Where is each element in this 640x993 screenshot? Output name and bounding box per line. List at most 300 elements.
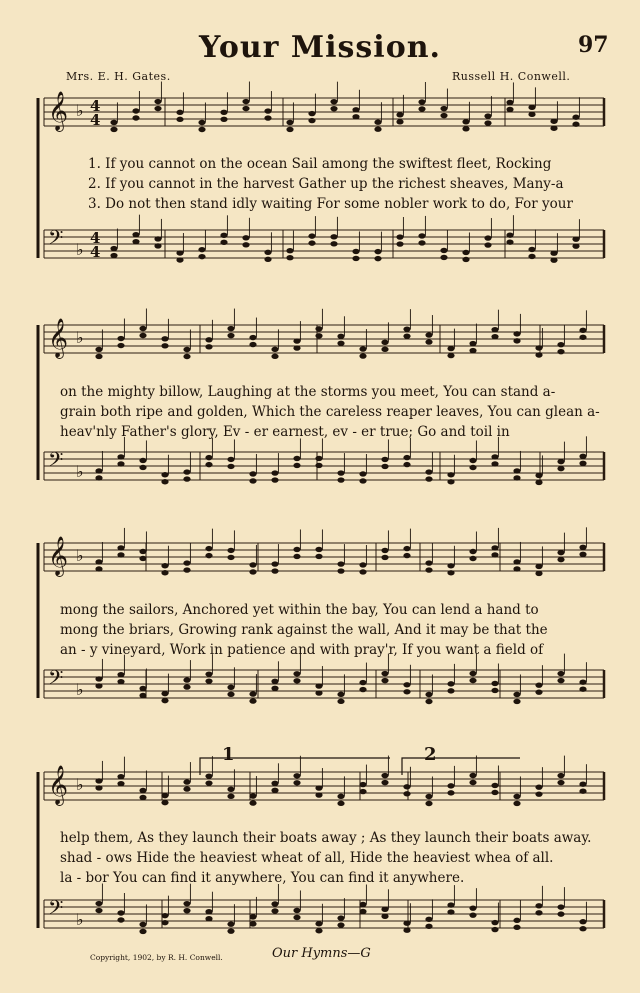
notehead (227, 555, 234, 560)
notehead (205, 909, 212, 914)
lyric-line-3-2: mong the briars, Growing rank against the wall, And it may be that the (60, 622, 548, 638)
notehead (491, 552, 498, 557)
notehead (418, 233, 425, 238)
notehead (139, 549, 146, 554)
notehead (249, 914, 256, 919)
notehead (220, 110, 227, 115)
notehead (513, 468, 520, 473)
notehead (293, 345, 300, 350)
notehead (337, 561, 344, 566)
notehead (550, 250, 557, 255)
notehead (528, 247, 535, 252)
notehead (425, 560, 432, 565)
notehead (95, 785, 102, 790)
notehead (403, 689, 410, 694)
copyright-notice: Copyright, 1902, by R. H. Conwell. (90, 953, 223, 962)
notehead (513, 801, 520, 806)
notehead (132, 239, 139, 244)
notehead (579, 781, 586, 786)
notehead (337, 692, 344, 697)
notehead (528, 254, 535, 259)
notehead (359, 478, 366, 483)
lyric-line-3-3: an - y vineyard, Work in patience and with pray'r, If you want a field of (60, 642, 544, 658)
notehead (161, 479, 168, 484)
notehead (110, 127, 117, 132)
notehead (403, 682, 410, 687)
notehead (271, 781, 278, 786)
notehead (381, 907, 388, 912)
notehead (557, 557, 564, 562)
notehead (315, 928, 322, 933)
notehead (535, 910, 542, 915)
notehead (557, 342, 564, 347)
notehead (337, 477, 344, 482)
notehead (359, 680, 366, 685)
composer-credit: Russell H. Conwell. (452, 70, 571, 83)
notehead (550, 119, 557, 124)
first-ending-label: 1 (222, 744, 235, 765)
notehead (557, 678, 564, 683)
notehead (337, 568, 344, 573)
notehead (249, 471, 256, 476)
notehead (447, 479, 454, 484)
notehead (403, 784, 410, 789)
notehead (447, 783, 454, 788)
notehead (227, 457, 234, 462)
notehead (205, 678, 212, 683)
notehead (183, 684, 190, 689)
author-credit: Mrs. E. H. Gates. (66, 70, 171, 83)
notehead (198, 127, 205, 132)
notehead (264, 250, 271, 255)
notehead (579, 454, 586, 459)
notehead (205, 337, 212, 342)
time-signature-digit: 4 (90, 97, 101, 115)
notehead (337, 334, 344, 339)
notehead (132, 115, 139, 120)
notehead (315, 792, 322, 797)
notehead (440, 255, 447, 260)
notehead (249, 800, 256, 805)
notehead (447, 909, 454, 914)
notehead (117, 910, 124, 915)
notehead (557, 550, 564, 555)
notehead (95, 559, 102, 564)
bass-clef-icon: 𝄢 (48, 226, 64, 254)
notehead (572, 115, 579, 120)
notehead (176, 257, 183, 262)
notehead (271, 568, 278, 573)
notehead (308, 111, 315, 116)
notehead (425, 794, 432, 799)
lyric-line-4-3: la - bor You can find it anywhere, You can find it anywhere. (60, 870, 465, 886)
notehead (579, 552, 586, 557)
notehead (227, 685, 234, 690)
notehead (469, 458, 476, 463)
notehead (242, 242, 249, 247)
notehead (381, 457, 388, 462)
notehead (95, 683, 102, 688)
notehead (491, 545, 498, 550)
notehead (271, 347, 278, 352)
notehead (139, 458, 146, 463)
notehead (513, 918, 520, 923)
notehead (315, 690, 322, 695)
bass-clef-icon: 𝄢 (48, 448, 64, 476)
notehead (484, 113, 491, 118)
notehead (579, 545, 586, 550)
notehead (337, 794, 344, 799)
notehead (469, 341, 476, 346)
lyric-line-2-2: grain both ripe and golden, Which the careless reaper leaves, You can glean a- (60, 404, 600, 420)
notehead (513, 925, 520, 930)
notehead (579, 926, 586, 931)
notehead (308, 240, 315, 245)
notehead (110, 120, 117, 125)
notehead (95, 676, 102, 681)
notehead (550, 257, 557, 262)
notehead (535, 682, 542, 687)
lyric-line-1-1: 1. If you cannot on the ocean Sail among the swiftest fleet, Rocking (88, 156, 552, 172)
lyric-line-4-2: shad - ows Hide the heaviest wheat of all, Hide the heaviest whea of all. (60, 850, 554, 866)
notehead (242, 99, 249, 104)
notehead (227, 548, 234, 553)
notehead (227, 921, 234, 926)
notehead (154, 99, 161, 104)
notehead (95, 468, 102, 473)
notehead (315, 456, 322, 461)
notehead (117, 679, 124, 684)
notehead (506, 232, 513, 237)
notehead (183, 469, 190, 474)
notehead (271, 686, 278, 691)
notehead (293, 671, 300, 676)
notehead (528, 105, 535, 110)
notehead (183, 560, 190, 565)
bass-clef-icon: 𝄢 (48, 666, 64, 694)
notehead (176, 117, 183, 122)
notehead (227, 464, 234, 469)
notehead (205, 462, 212, 467)
flat-icon: ♭ (76, 240, 84, 259)
notehead (506, 100, 513, 105)
notehead (469, 671, 476, 676)
flat-icon: ♭ (76, 680, 84, 699)
notehead (579, 788, 586, 793)
page-number: 97 (578, 32, 609, 58)
bass-clef-icon: 𝄢 (48, 896, 64, 924)
notehead (161, 343, 168, 348)
notehead (95, 566, 102, 571)
notehead (550, 126, 557, 131)
notehead (513, 699, 520, 704)
notehead (293, 780, 300, 785)
notehead (205, 344, 212, 349)
notehead (271, 477, 278, 482)
notehead (154, 243, 161, 248)
notehead (161, 793, 168, 798)
notehead (249, 569, 256, 574)
notehead (161, 570, 168, 575)
notehead (447, 353, 454, 358)
notehead (176, 110, 183, 115)
notehead (271, 470, 278, 475)
notehead (271, 908, 278, 913)
notehead (418, 240, 425, 245)
notehead (403, 333, 410, 338)
notehead (271, 679, 278, 684)
notehead (249, 342, 256, 347)
notehead (161, 913, 168, 918)
notehead (425, 692, 432, 697)
notehead (352, 107, 359, 112)
lyric-line-2-1: on the mighty billow, Laughing at the storms you meet, You can stand a- (60, 384, 556, 400)
notehead (249, 921, 256, 926)
notehead (249, 478, 256, 483)
notehead (337, 915, 344, 920)
notehead (513, 566, 520, 571)
notehead (161, 336, 168, 341)
notehead (183, 901, 190, 906)
notehead (117, 781, 124, 786)
notehead (183, 779, 190, 784)
notehead (425, 917, 432, 922)
notehead (513, 331, 520, 336)
notehead (117, 774, 124, 779)
notehead (447, 688, 454, 693)
notehead (359, 902, 366, 907)
notehead (440, 106, 447, 111)
flat-icon: ♭ (76, 328, 84, 347)
notehead (491, 790, 498, 795)
notehead (440, 113, 447, 118)
notehead (264, 115, 271, 120)
notehead (293, 678, 300, 683)
notehead (418, 106, 425, 111)
notehead (352, 249, 359, 254)
notehead (396, 241, 403, 246)
notehead (242, 106, 249, 111)
notehead (359, 353, 366, 358)
notehead (513, 338, 520, 343)
notehead (535, 571, 542, 576)
notehead (308, 233, 315, 238)
notehead (227, 326, 234, 331)
notehead (249, 793, 256, 798)
notehead (242, 235, 249, 240)
notehead (425, 469, 432, 474)
time-signature-digit: 4 (90, 243, 101, 261)
notehead (491, 334, 498, 339)
notehead (183, 908, 190, 913)
notehead (374, 119, 381, 124)
notehead (572, 243, 579, 248)
notehead (535, 352, 542, 357)
notehead (418, 99, 425, 104)
notehead (359, 346, 366, 351)
notehead (374, 249, 381, 254)
lyric-line-1-2: 2. If you cannot in the harvest Gather up the richest sheaves, Many-a (88, 176, 564, 192)
notehead (447, 902, 454, 907)
notehead (403, 455, 410, 460)
notehead (513, 559, 520, 564)
notehead (183, 567, 190, 572)
notehead (227, 692, 234, 697)
notehead (161, 698, 168, 703)
notehead (220, 233, 227, 238)
notehead (139, 788, 146, 793)
notehead (117, 552, 124, 557)
notehead (469, 348, 476, 353)
notehead (315, 921, 322, 926)
notehead (132, 232, 139, 237)
notehead (447, 570, 454, 575)
notehead (381, 340, 388, 345)
notehead (557, 671, 564, 676)
time-signature-digit: 4 (90, 111, 101, 129)
notehead (396, 234, 403, 239)
notehead (293, 547, 300, 552)
notehead (381, 555, 388, 560)
notehead (403, 928, 410, 933)
notehead (183, 476, 190, 481)
notehead (227, 787, 234, 792)
notehead (352, 256, 359, 261)
notehead (535, 345, 542, 350)
notehead (293, 338, 300, 343)
notehead (117, 545, 124, 550)
notehead (161, 691, 168, 696)
notehead (491, 920, 498, 925)
notehead (198, 254, 205, 259)
notehead (381, 464, 388, 469)
notehead (95, 901, 102, 906)
notehead (352, 114, 359, 119)
notehead (447, 472, 454, 477)
notehead (579, 335, 586, 340)
notehead (374, 256, 381, 261)
notehead (535, 564, 542, 569)
notehead (491, 454, 498, 459)
notehead (205, 916, 212, 921)
notehead (154, 236, 161, 241)
notehead (359, 471, 366, 476)
notehead (491, 681, 498, 686)
notehead (117, 343, 124, 348)
notehead (535, 473, 542, 478)
notehead (469, 556, 476, 561)
notehead (491, 327, 498, 332)
notehead (132, 108, 139, 113)
treble-clef-icon: 𝄞 (48, 91, 69, 131)
notehead (205, 780, 212, 785)
notehead (337, 801, 344, 806)
notehead (330, 99, 337, 104)
notehead (271, 901, 278, 906)
lyric-line-1-3: 3. Do not then stand idly waiting For some nobler work to do, For your (88, 196, 573, 212)
treble-clef-icon: 𝄞 (48, 765, 69, 805)
notehead (315, 326, 322, 331)
notehead (491, 461, 498, 466)
notehead (557, 459, 564, 464)
notehead (293, 463, 300, 468)
notehead (484, 235, 491, 240)
notehead (227, 794, 234, 799)
notehead (513, 475, 520, 480)
notehead (227, 928, 234, 933)
treble-clef-icon: 𝄞 (48, 318, 69, 358)
notehead (469, 678, 476, 683)
notehead (535, 480, 542, 485)
notehead (205, 773, 212, 778)
notehead (315, 554, 322, 559)
flat-icon: ♭ (76, 462, 84, 481)
notehead (198, 247, 205, 252)
notehead (95, 475, 102, 480)
notehead (396, 119, 403, 124)
notehead (425, 476, 432, 481)
notehead (286, 127, 293, 132)
notehead (183, 677, 190, 682)
notehead (425, 332, 432, 337)
notehead (557, 773, 564, 778)
notehead (220, 117, 227, 122)
notehead (308, 118, 315, 123)
notehead (484, 242, 491, 247)
flat-icon: ♭ (76, 910, 84, 929)
notehead (359, 789, 366, 794)
notehead (249, 698, 256, 703)
notehead (359, 569, 366, 574)
notehead (579, 461, 586, 466)
time-signature-digit: 4 (90, 229, 101, 247)
notehead (315, 333, 322, 338)
notehead (469, 780, 476, 785)
notehead (139, 465, 146, 470)
notehead (139, 686, 146, 691)
notehead (462, 250, 469, 255)
notehead (249, 562, 256, 567)
notehead (381, 780, 388, 785)
notehead (95, 354, 102, 359)
notehead (337, 699, 344, 704)
notehead (205, 455, 212, 460)
notehead (425, 801, 432, 806)
notehead (425, 339, 432, 344)
notehead (557, 780, 564, 785)
notehead (139, 333, 146, 338)
notehead (330, 241, 337, 246)
notehead (183, 354, 190, 359)
notehead (249, 335, 256, 340)
notehead (579, 328, 586, 333)
notehead (183, 347, 190, 352)
notehead (286, 248, 293, 253)
notehead (271, 561, 278, 566)
notehead (462, 119, 469, 124)
notehead (528, 112, 535, 117)
notehead (330, 106, 337, 111)
notehead (95, 778, 102, 783)
notehead (381, 671, 388, 676)
notehead (572, 236, 579, 241)
notehead (315, 683, 322, 688)
notehead (403, 462, 410, 467)
notehead (286, 120, 293, 125)
notehead (469, 912, 476, 917)
notehead (161, 563, 168, 568)
notehead (579, 686, 586, 691)
